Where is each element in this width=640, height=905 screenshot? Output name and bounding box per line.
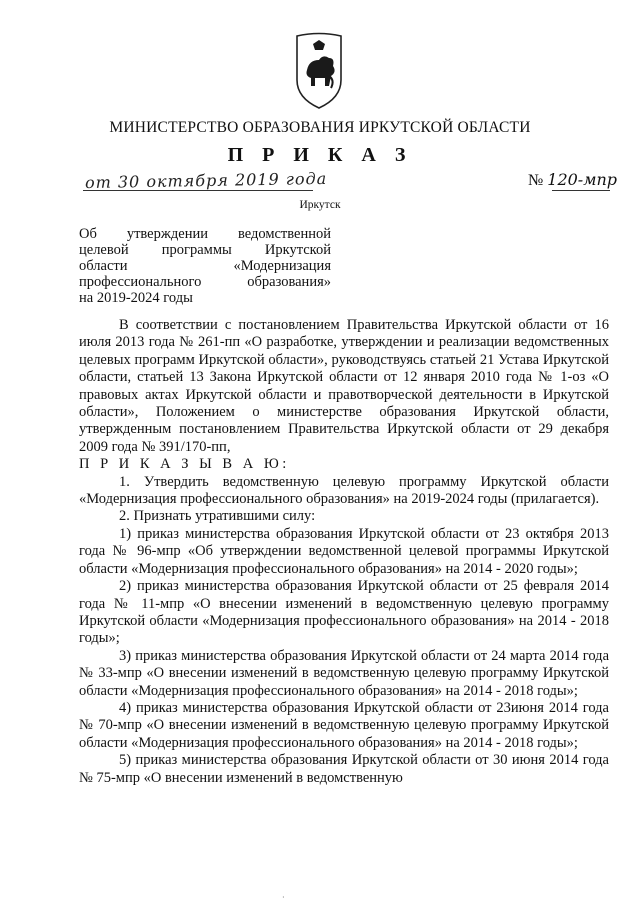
order-subject <box>79 226 331 306</box>
order-number <box>528 170 617 190</box>
sub-item-4: 4) приказ министерства образования Иркутской области от 23июня 2014 года № 70-мпр «О внесении изменений в ведомственную целевую программу Иркутской области «Модернизация профессионального образования» на 2014 - 2018 годы»; <box>79 699 609 751</box>
city-name: Иркутск <box>299 199 341 211</box>
subject-line: целевой программы Иркутской <box>79 242 331 258</box>
order-keyword: П Р И К А З Ы В А Ю: <box>79 456 290 473</box>
sub-item-5: 5) приказ министерства образования Иркутской области от 30 июня 2014 года № 75-мпр «О внесении изменений в ведомственную <box>79 752 609 786</box>
sub-item-1: 1) приказ министерства образования Иркутской области от 23 октября 2013 года № 96-мпр «Об утверждении ведомственной целевой программы Иркутской области «Модернизация профессионального образования» на 2014 - 2020 годы»; <box>79 525 609 577</box>
subject-line: Об утверждении ведомственной <box>79 226 331 242</box>
number-sign: № <box>528 172 544 189</box>
coat-of-arms-emblem <box>293 30 345 110</box>
handwritten-number: 120-мпр <box>547 170 618 189</box>
handwritten-date: от 30 октября 2019 года <box>84 168 328 193</box>
item-1: 1. Утвердить ведомственную целевую программу Иркутской области «Модернизация профессионального образования» на 2019-2024 годы (прилагается). <box>79 473 609 508</box>
subject-line: области «Модернизация <box>79 258 331 274</box>
date-underline <box>83 190 313 191</box>
subject-line: на 2019-2024 годы <box>79 290 193 306</box>
order-body <box>79 317 609 787</box>
item-2: 2. Признать утратившими силу: <box>119 508 316 525</box>
number-underline <box>552 190 610 191</box>
preamble-paragraph: В соответствии с постановлением Правительства Иркутской области от 16 июля 2013 года № 261-пп «О разработке, утверждении и реализации ведомственных целевых программ Иркутской области», руководствуясь статьей 21 Устава Иркутской области, статьей 13 Закона Иркутской области от 12 января 2010 года № 1-оз «О правовых актах Иркутской области и правотворческой деятельности в Иркутской области», Положением о министерстве образования Иркутской области, утвержденным постановлением Правительства Иркутской области от 29 декабря 2009 года № 391/170-пп, <box>79 317 609 455</box>
document-type-title: П Р И К А З <box>227 144 413 166</box>
sub-item-3: 3) приказ министерства образования Иркутской области от 24 марта 2014 года № 33-мпр «О внесении изменений в ведомственную целевую программу Иркутской области «Модернизация профессионального образования» на 2014 - 2018 годы»; <box>79 647 609 699</box>
scan-mark: · <box>282 893 285 902</box>
ministry-name: МИНИСТЕРСТВО ОБРАЗОВАНИЯ ИРКУТСКОЙ ОБЛАСТИ <box>109 119 531 136</box>
subject-line: профессионального образования» <box>79 274 331 290</box>
sub-item-2: 2) приказ министерства образования Иркутской области от 25 февраля 2014 года № 11-мпр «О внесении изменений в ведомственную целевую программу Иркутской области «Модернизация профессионального образования» на 2014 - 2018 годы»; <box>79 578 609 647</box>
